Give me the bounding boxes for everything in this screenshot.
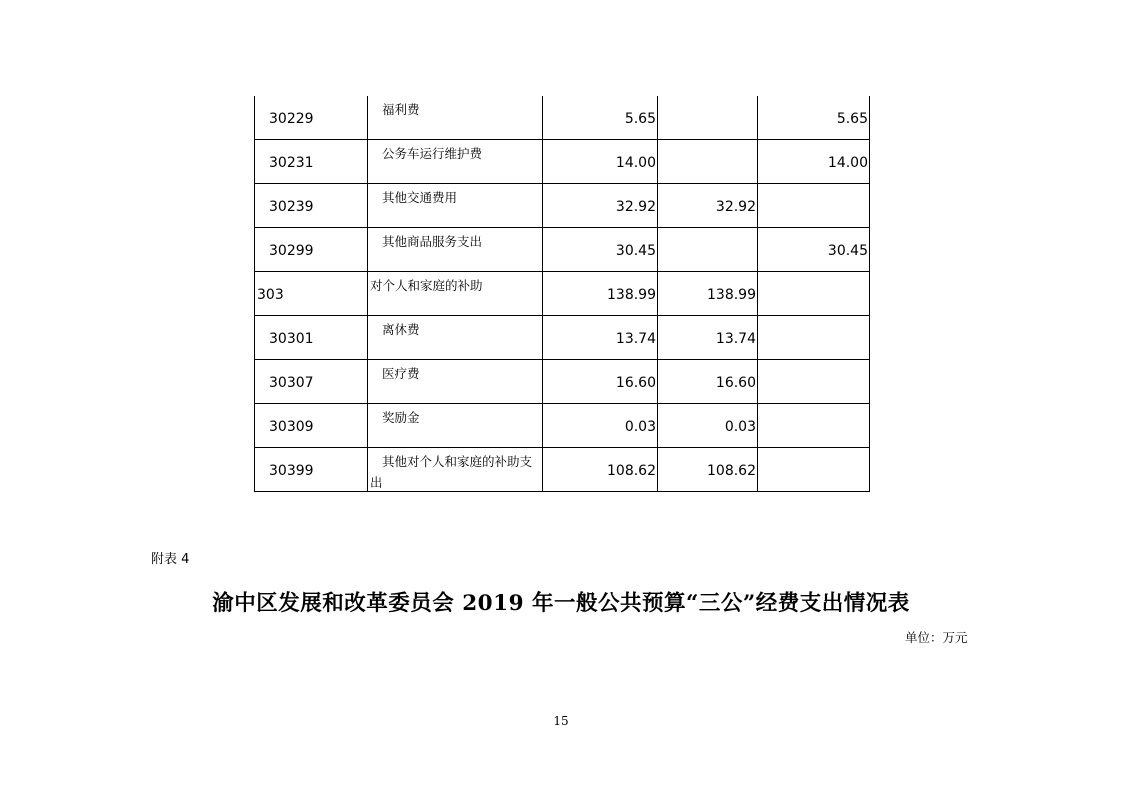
account-code: 30399: [269, 463, 314, 479]
account-name-cell: [368, 228, 543, 272]
total-amount-cell: [543, 228, 658, 272]
account-name: 奖励金: [382, 410, 420, 425]
account-code-cell: [255, 272, 368, 316]
total-amount-cell: [543, 140, 658, 184]
account-code: 30229: [269, 111, 314, 127]
account-name: 福利费: [382, 102, 420, 117]
unit-label: 单位：万元: [905, 630, 968, 645]
total-amount: 108.62: [607, 463, 656, 479]
account-name: 其他对个人和家庭的补助支出: [370, 454, 533, 490]
basic-expenditure-cell: [658, 272, 758, 316]
budget-table-body: [255, 96, 870, 492]
page-number: 15: [553, 714, 569, 728]
account-code: 30307: [269, 375, 314, 391]
total-amount: 13.74: [615, 331, 656, 347]
account-name: 对个人和家庭的补助: [370, 278, 483, 293]
account-name: 其他交通费用: [382, 190, 458, 205]
table-row: [255, 404, 870, 448]
account-name-cell: [368, 360, 543, 404]
total-amount: 138.99: [607, 287, 656, 303]
basic-expenditure-cell: [658, 360, 758, 404]
account-code: 30309: [269, 419, 314, 435]
project-expenditure-cell: [758, 316, 870, 360]
basic-expenditure: 32.92: [715, 199, 756, 215]
basic-expenditure: 16.60: [715, 375, 756, 391]
account-code-cell: [255, 448, 368, 492]
account-name-cell: [368, 272, 543, 316]
project-expenditure: 14.00: [827, 155, 868, 171]
annex-label: 附表 4: [151, 552, 190, 567]
account-code: 30239: [269, 199, 314, 215]
basic-expenditure: 0.03: [724, 419, 756, 435]
project-expenditure-cell: [758, 140, 870, 184]
account-code-cell: [255, 316, 368, 360]
table-row: [255, 96, 870, 140]
account-name-cell: [368, 404, 543, 448]
project-expenditure: 30.45: [827, 243, 868, 259]
basic-expenditure-cell: [658, 448, 758, 492]
project-expenditure-cell: [758, 360, 870, 404]
account-name-cell: [368, 140, 543, 184]
account-code-cell: [255, 360, 368, 404]
basic-expenditure-cell: [658, 96, 758, 140]
total-amount-cell: [543, 360, 658, 404]
total-amount-cell: [543, 272, 658, 316]
account-code: 303: [257, 287, 284, 303]
account-name-cell: [368, 96, 543, 140]
account-code-cell: [255, 184, 368, 228]
total-amount-cell: [543, 96, 658, 140]
basic-expenditure-cell: [658, 184, 758, 228]
project-expenditure-cell: [758, 404, 870, 448]
total-amount: 32.92: [615, 199, 656, 215]
basic-expenditure: 108.62: [707, 463, 756, 479]
page-title: 渝中区发展和改革委员会 2019 年一般公共预算“三公”经费支出情况表: [212, 591, 910, 616]
account-code-cell: [255, 140, 368, 184]
basic-expenditure-cell: [658, 228, 758, 272]
total-amount: 0.03: [624, 419, 656, 435]
basic-expenditure: 13.74: [715, 331, 756, 347]
account-code-cell: [255, 404, 368, 448]
total-amount: 30.45: [615, 243, 656, 259]
table-row: [255, 272, 870, 316]
account-code-cell: [255, 96, 368, 140]
total-amount-cell: [543, 316, 658, 360]
project-expenditure-cell: [758, 228, 870, 272]
budget-table-wrap: [254, 96, 870, 492]
account-name: 离休费: [382, 322, 420, 337]
total-amount-cell: [543, 448, 658, 492]
account-name: 公务车运行维护费: [382, 146, 483, 161]
budget-table: [254, 96, 870, 492]
total-amount-cell: [543, 404, 658, 448]
table-row: [255, 360, 870, 404]
table-row: [255, 448, 870, 492]
basic-expenditure-cell: [658, 404, 758, 448]
total-amount-cell: [543, 184, 658, 228]
account-name-cell: [368, 448, 543, 492]
account-name: 其他商品服务支出: [382, 234, 483, 249]
table-row: [255, 228, 870, 272]
project-expenditure-cell: [758, 184, 870, 228]
project-expenditure-cell: [758, 448, 870, 492]
account-code: 30299: [269, 243, 314, 259]
total-amount: 14.00: [615, 155, 656, 171]
account-code: 30231: [269, 155, 314, 171]
project-expenditure-cell: [758, 96, 870, 140]
basic-expenditure: 138.99: [707, 287, 756, 303]
project-expenditure-cell: [758, 272, 870, 316]
account-code: 30301: [269, 331, 314, 347]
table-row: [255, 184, 870, 228]
account-name-cell: [368, 184, 543, 228]
table-row: [255, 140, 870, 184]
table-row: [255, 316, 870, 360]
basic-expenditure-cell: [658, 316, 758, 360]
basic-expenditure-cell: [658, 140, 758, 184]
total-amount: 16.60: [615, 375, 656, 391]
account-name: 医疗费: [382, 366, 420, 381]
total-amount: 5.65: [624, 111, 656, 127]
project-expenditure: 5.65: [836, 111, 868, 127]
account-name-cell: [368, 316, 543, 360]
account-code-cell: [255, 228, 368, 272]
